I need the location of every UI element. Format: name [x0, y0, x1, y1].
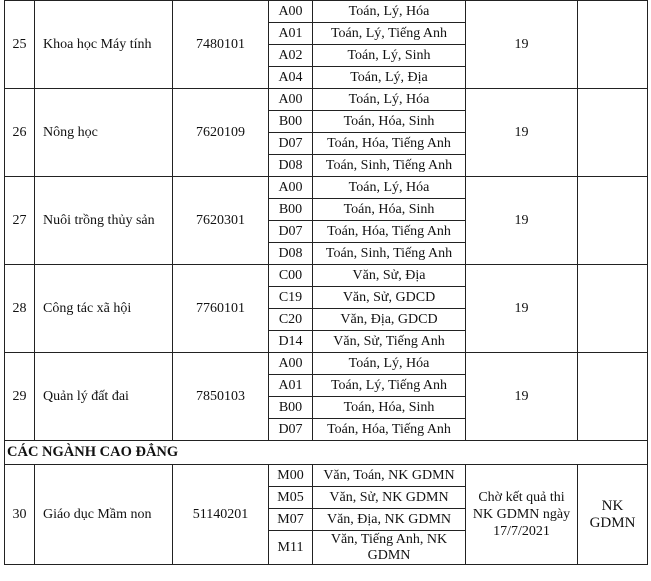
combo-code: A01 — [269, 23, 313, 45]
major-note — [578, 353, 648, 441]
combo-subjects: Toán, Sinh, Tiếng Anh — [313, 243, 466, 265]
major-note — [578, 89, 648, 177]
admission-score: 19 — [466, 89, 578, 177]
combo-subjects: Toán, Lý, Hóa — [313, 89, 466, 111]
major-note — [578, 265, 648, 353]
admission-table — [4, 0, 648, 565]
combo-code: C20 — [269, 309, 313, 331]
combo-subjects: Văn, Sử, Tiếng Anh — [313, 331, 466, 353]
combo-code: A00 — [269, 1, 313, 23]
major-name: Quản lý đất đai — [35, 353, 173, 441]
major-code: 51140201 — [173, 465, 269, 565]
combo-code: M07 — [269, 509, 313, 531]
combo-subjects: Toán, Lý, Hóa — [313, 1, 466, 23]
major-name: Nông học — [35, 89, 173, 177]
combo-subjects: Toán, Hóa, Sinh — [313, 397, 466, 419]
combo-subjects: Toán, Hóa, Tiếng Anh — [313, 221, 466, 243]
combo-code: B00 — [269, 111, 313, 133]
combo-subjects: Toán, Lý, Tiếng Anh — [313, 23, 466, 45]
combo-subjects: Văn, Toán, NK GDMN — [313, 465, 466, 487]
combo-code: A01 — [269, 375, 313, 397]
combo-code: A00 — [269, 89, 313, 111]
table-row — [5, 89, 648, 111]
combo-code: D07 — [269, 133, 313, 155]
admission-score: 19 — [466, 177, 578, 265]
combo-code: C19 — [269, 287, 313, 309]
major-index: 25 — [5, 1, 35, 89]
major-code: 7850103 — [173, 353, 269, 441]
section-header-row — [5, 441, 648, 465]
combo-code: B00 — [269, 199, 313, 221]
combo-code: A00 — [269, 177, 313, 199]
combo-subjects: Văn, Sử, GDCD — [313, 287, 466, 309]
admission-score: 19 — [466, 265, 578, 353]
combo-subjects: Toán, Lý, Tiếng Anh — [313, 375, 466, 397]
major-name: Giáo dục Mầm non — [35, 465, 173, 565]
combo-code: M05 — [269, 487, 313, 509]
combo-subjects: Toán, Hóa, Tiếng Anh — [313, 133, 466, 155]
combo-subjects: Văn, Địa, GDCD — [313, 309, 466, 331]
combo-code: M00 — [269, 465, 313, 487]
major-index: 26 — [5, 89, 35, 177]
combo-code: M11 — [269, 531, 313, 565]
combo-subjects: Văn, Địa, NK GDMN — [313, 509, 466, 531]
major-name: Công tác xã hội — [35, 265, 173, 353]
major-index: 27 — [5, 177, 35, 265]
admission-table-body — [5, 1, 648, 565]
table-row — [5, 177, 648, 199]
table-row — [5, 265, 648, 287]
combo-code: D08 — [269, 243, 313, 265]
major-code: 7480101 — [173, 1, 269, 89]
major-note: NK GDMN — [578, 465, 648, 565]
combo-code: A02 — [269, 45, 313, 67]
admission-score: 19 — [466, 1, 578, 89]
combo-code: D08 — [269, 155, 313, 177]
major-index: 29 — [5, 353, 35, 441]
combo-subjects: Văn, Sử, NK GDMN — [313, 487, 466, 509]
combo-subjects: Toán, Lý, Địa — [313, 67, 466, 89]
table-row — [5, 1, 648, 23]
combo-code: D07 — [269, 221, 313, 243]
combo-subjects: Toán, Lý, Hóa — [313, 353, 466, 375]
combo-code: D14 — [269, 331, 313, 353]
major-name: Khoa học Máy tính — [35, 1, 173, 89]
combo-subjects: Văn, Sử, Địa — [313, 265, 466, 287]
major-code: 7620109 — [173, 89, 269, 177]
combo-subjects: Toán, Lý, Sinh — [313, 45, 466, 67]
table-row — [5, 353, 648, 375]
combo-code: A04 — [269, 67, 313, 89]
major-code: 7760101 — [173, 265, 269, 353]
major-name: Nuôi trồng thủy sản — [35, 177, 173, 265]
combo-subjects: Toán, Lý, Hóa — [313, 177, 466, 199]
major-index: 30 — [5, 465, 35, 565]
combo-code: A00 — [269, 353, 313, 375]
major-index: 28 — [5, 265, 35, 353]
combo-code: C00 — [269, 265, 313, 287]
admission-score: 19 — [466, 353, 578, 441]
admission-score: Chờ kết quả thi NK GDMN ngày 17/7/2021 — [466, 465, 578, 565]
combo-subjects: Văn, Tiếng Anh, NK GDMN — [313, 531, 466, 565]
table-row — [5, 465, 648, 487]
combo-subjects: Toán, Hóa, Sinh — [313, 111, 466, 133]
combo-code: D07 — [269, 419, 313, 441]
major-code: 7620301 — [173, 177, 269, 265]
combo-subjects: Toán, Hóa, Sinh — [313, 199, 466, 221]
combo-code: B00 — [269, 397, 313, 419]
combo-subjects: Toán, Sinh, Tiếng Anh — [313, 155, 466, 177]
major-note — [578, 177, 648, 265]
combo-subjects: Toán, Hóa, Tiếng Anh — [313, 419, 466, 441]
section-title: CÁC NGÀNH CAO ĐẲNG — [5, 441, 648, 465]
major-note — [578, 1, 648, 89]
